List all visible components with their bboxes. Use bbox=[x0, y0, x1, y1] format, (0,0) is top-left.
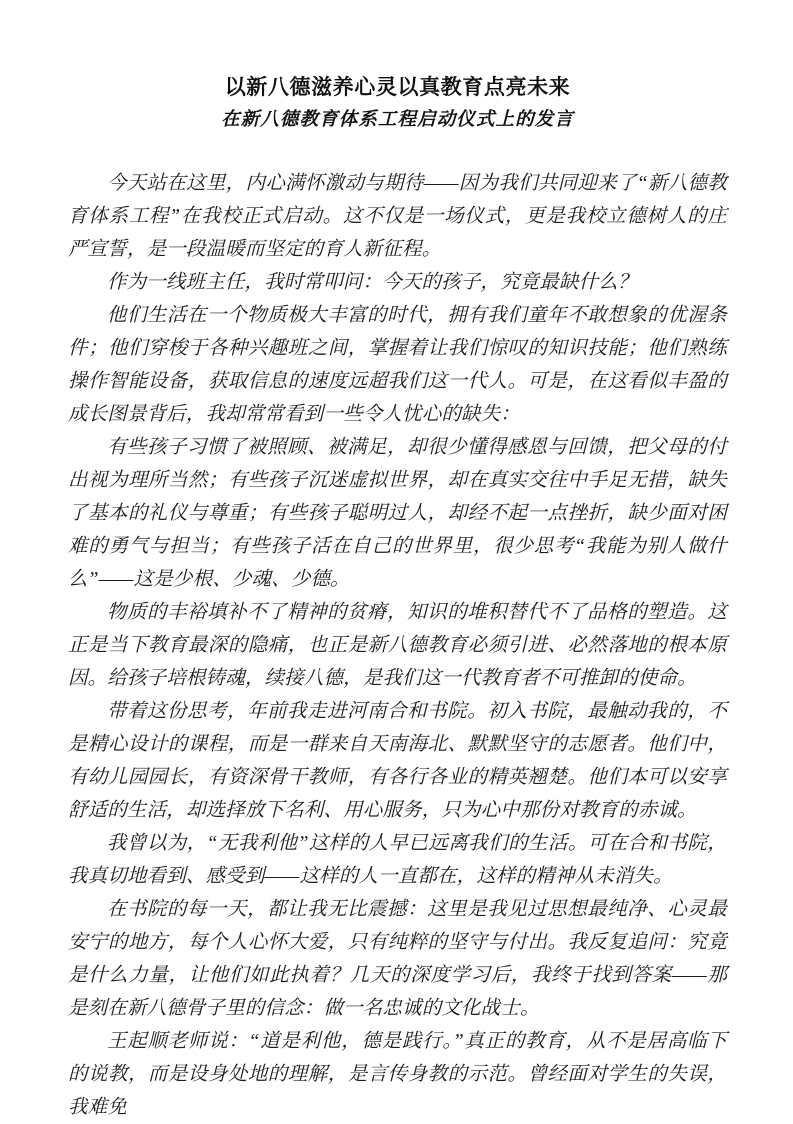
paragraph: 今天站在这里，内心满怀激动与期待——因为我们共同迎来了“新八德教育体系工程”在我校正式启动。这不仅是一场仪式，更是我校立德树人的庄严宣誓，是一段温暖而坚定的育人新征程。 bbox=[68, 173, 727, 260]
document-body bbox=[68, 167, 727, 1124]
paragraph: 在书院的每一天，都让我无比震撼：这里是我见过思想最纯净、心灵最安宁的地方，每个人心怀大爱，只有纯粹的坚守与付出。我反复追问：究竟是什么力量，让他们如此执着？几天的深度学习后，我终于找到答案——那是刻在新八德骨子里的信念：做一名忠诚的文化战士。 bbox=[68, 899, 727, 1019]
document-content bbox=[68, 0, 727, 1124]
paragraph: 物质的丰裕填补不了精神的贫瘠，知识的堆积替代不了品格的塑造。这正是当下教育最深的隐痛，也正是新八德教育必须引进、必然落地的根本原因。给孩子培根铸魂，续接八德，是我们这一代教育者不可推卸的使命。 bbox=[68, 602, 727, 689]
paragraph: 王起顺老师说：“道是利他，德是践行。”真正的教育，从不是居高临下的说教，而是设身处地的理解，是言传身教的示范。曾经面对学生的失误，我难免 bbox=[68, 1031, 727, 1118]
title-block bbox=[68, 0, 727, 135]
document-subtitle: 在新八德教育体系工程启动仪式上的发言 bbox=[221, 110, 574, 130]
paragraph: 有些孩子习惯了被照顾、被满足，却很少懂得感恩与回馈，把父母的付出视为理所当然；有些孩子沉迷虚拟世界，却在真实交往中手足无措，缺失了基本的礼仪与尊重；有些孩子聪明过人，却经不起一点挫折，缺少面对困难的勇气与担当；有些孩子活在自己的世界里，很少思考“我能为别人做什么”——这是少根、少魂、少德。 bbox=[68, 437, 727, 590]
paragraph: 他们生活在一个物质极大丰富的时代，拥有我们童年不敢想象的优渥条件；他们穿梭于各种兴趣班之间，掌握着让我们惊叹的知识技能；他们熟练操作智能设备，获取信息的速度远超我们这一代人。可是，在这看似丰盈的成长图景背后，我却常常看到一些令人忧心的缺失： bbox=[68, 305, 727, 425]
document-title: 以新八德滋养心灵以真教育点亮未来 bbox=[224, 75, 571, 99]
paragraph: 我曾以为，“无我利他”这样的人早已远离我们的生活。可在合和书院，我真切地看到、感受到——这样的人一直都在，这样的精神从未消失。 bbox=[68, 833, 727, 887]
paragraph: 带着这份思考，年前我走进河南合和书院。初入书院，最触动我的，不是精心设计的课程，而是一群来自天南海北、默默坚守的志愿者。他们中，有幼儿园园长，有资深骨干教师，有各行各业的精英翘楚。他们本可以安享舒适的生活，却选择放下名利、用心服务，只为心中那份对教育的赤诚。 bbox=[68, 701, 727, 821]
paragraph: 作为一线班主任，我时常叩问：今天的孩子，究竟最缺什么？ bbox=[107, 272, 638, 293]
